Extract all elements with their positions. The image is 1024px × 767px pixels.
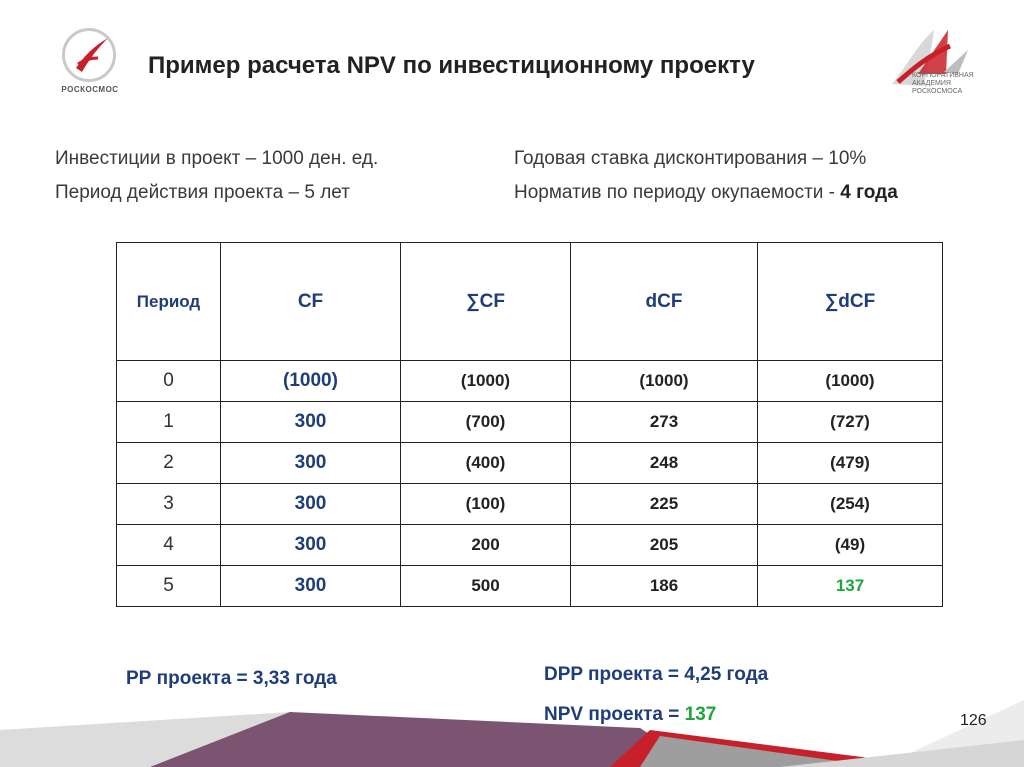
table-cell: (254) — [758, 484, 943, 525]
table-row — [117, 361, 943, 402]
table-cell: 248 — [571, 443, 758, 484]
table-cell: 500 — [401, 566, 571, 607]
table-cell: 300 — [221, 566, 401, 607]
page-number: 126 — [960, 712, 987, 729]
norm-text — [514, 176, 898, 210]
npv-table — [116, 242, 943, 607]
table-cell: 3 — [117, 484, 221, 525]
roscosmos-logo — [56, 28, 124, 98]
pp-result: РР проекта = 3,33 года — [126, 668, 337, 689]
header-cell: dCF — [571, 243, 758, 361]
table-row — [117, 402, 943, 443]
dpp-result: DPP проекта = 4,25 года — [544, 664, 769, 685]
page-title: Пример расчета NPV по инвестиционному проекту — [148, 52, 755, 79]
period-text: Период действия проекта – 5 лет — [55, 182, 350, 203]
header-cell: ∑CF — [401, 243, 571, 361]
logo-caption: РОСКОСМОС — [61, 85, 119, 94]
table-cell: (727) — [758, 402, 943, 443]
academy-caption — [912, 72, 992, 96]
table-cell: (1000) — [401, 361, 571, 402]
table-cell: 300 — [221, 525, 401, 566]
table-cell: 1 — [117, 402, 221, 443]
table-cell: (49) — [758, 525, 943, 566]
table-cell: (479) — [758, 443, 943, 484]
investment-text: Инвестиции в проект – 1000 ден. ед. — [55, 148, 379, 169]
table-cell: 0 — [117, 361, 221, 402]
table-row — [117, 566, 943, 607]
table-cell: (700) — [401, 402, 571, 443]
table-cell: 205 — [571, 525, 758, 566]
table-row — [117, 443, 943, 484]
table-row — [117, 525, 943, 566]
table-cell: 300 — [221, 402, 401, 443]
table-cell: 300 — [221, 484, 401, 525]
table-cell-npv: 137 — [758, 566, 943, 607]
academy-caption-line: РОСКОСМОСА — [912, 88, 963, 95]
academy-caption-line: КОРПОРАТИВНАЯ — [912, 72, 974, 79]
academy-logo — [888, 24, 988, 104]
info-left — [55, 142, 378, 210]
table-cell: 2 — [117, 443, 221, 484]
norm-value: 4 года — [840, 182, 898, 203]
academy-caption-line: АКАДЕМИЯ — [912, 80, 951, 87]
rocket-logo-icon — [68, 34, 112, 78]
norm-prefix: Норматив по периоду окупаемости - — [514, 182, 841, 203]
table-cell: 186 — [571, 566, 758, 607]
table-cell: 200 — [401, 525, 571, 566]
table-cell: 225 — [571, 484, 758, 525]
table-row — [117, 484, 943, 525]
header-cell: ∑dCF — [758, 243, 943, 361]
npv-label: NPV проекта = — [544, 704, 685, 725]
info-right — [514, 142, 898, 210]
npv-value: 137 — [684, 704, 717, 725]
table-cell: 5 — [117, 566, 221, 607]
footer-decoration — [0, 700, 1024, 767]
table-cell: (100) — [401, 484, 571, 525]
header-cell: Период — [117, 243, 221, 361]
table-cell: (1000) — [758, 361, 943, 402]
table-cell: 300 — [221, 443, 401, 484]
table-cell: 273 — [571, 402, 758, 443]
header-cell: CF — [221, 243, 401, 361]
rate-text: Годовая ставка дисконтирования – 10% — [514, 148, 867, 169]
table-cell: (1000) — [571, 361, 758, 402]
table-cell: 4 — [117, 525, 221, 566]
table-cell: (400) — [401, 443, 571, 484]
table-cell: (1000) — [221, 361, 401, 402]
table-header-row — [117, 243, 943, 361]
